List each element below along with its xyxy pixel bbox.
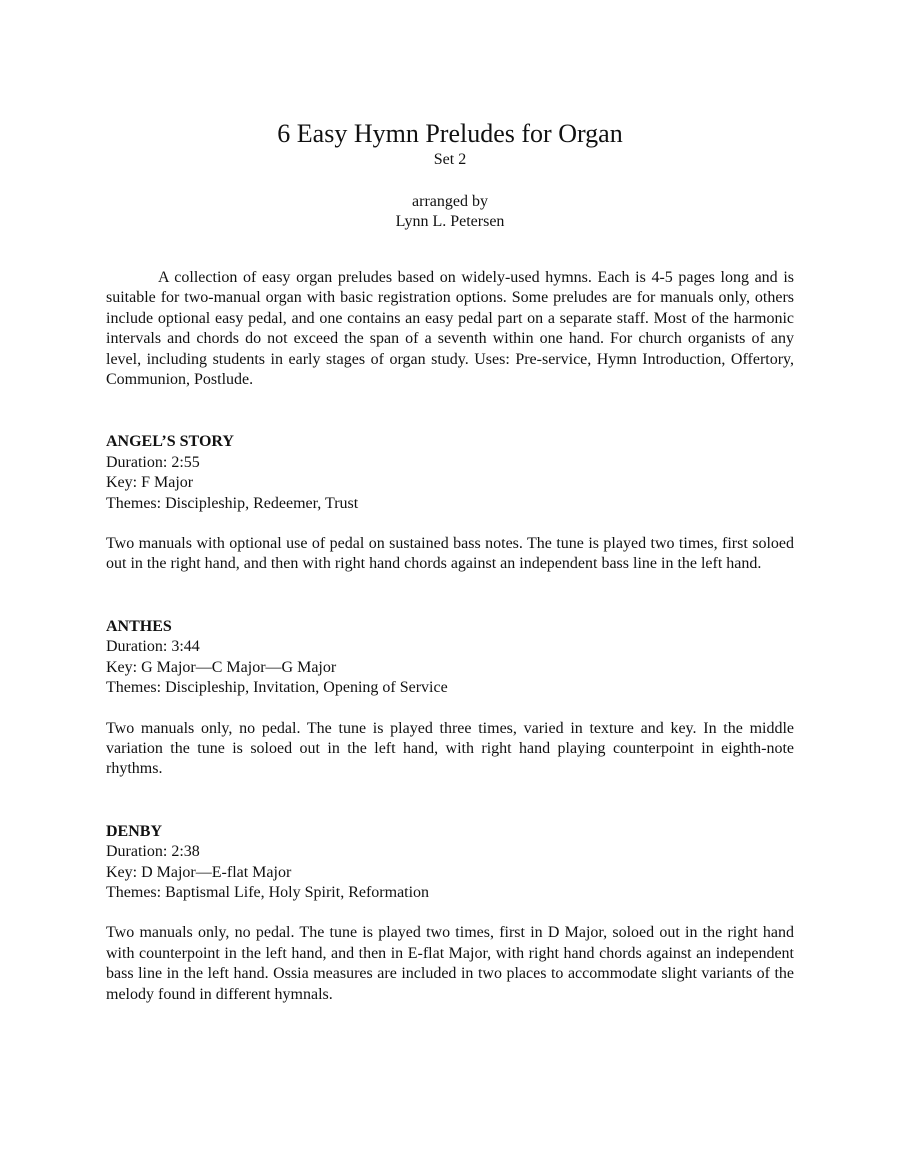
- piece-key: Key: G Major—C Major—G Major: [106, 658, 337, 676]
- piece-duration: Duration: 2:38: [106, 843, 200, 861]
- piece-description: Two manuals only, no pedal. The tune is played three times, varied in texture and key. In the middle variation the tune is soloed out in the left hand, with right hand playing counterpoint in eighth-note rhythms.: [106, 719, 794, 778]
- piece-denby: [106, 822, 794, 1005]
- piece-duration: Duration: 2:55: [106, 453, 200, 471]
- piece-duration: Duration: 3:44: [106, 638, 200, 656]
- piece-title: DENBY: [106, 822, 163, 840]
- piece-anthes: [106, 617, 794, 780]
- piece-themes: Themes: Baptismal Life, Holy Spirit, Reformation: [106, 883, 430, 901]
- document-title: 6 Easy Hymn Preludes for Organ: [277, 119, 623, 148]
- piece-key: Key: F Major: [106, 474, 194, 492]
- author-name: Lynn L. Petersen: [395, 213, 505, 230]
- piece-themes: Themes: Discipleship, Invitation, Opening of Service: [106, 679, 448, 697]
- piece-themes: Themes: Discipleship, Redeemer, Trust: [106, 494, 359, 512]
- piece-description: Two manuals only, no pedal. The tune is played two times, first in D Major, soloed out in the right hand with counterpoint in the left hand, and then in E-flat Major, with right hand chords against an independent bass line in the left hand. Ossia measures are included in two places to accommodate slight variants of the melody found in different hymnals.: [106, 924, 794, 1003]
- document-page: [106, 118, 794, 1005]
- piece-description: Two manuals with optional use of pedal on sustained bass notes. The tune is played two times, first soloed out in the right hand, and then with right hand chords against an independent bass line in the left hand.: [106, 535, 794, 573]
- piece-angels-story: [106, 432, 794, 574]
- piece-title: ANTHES: [106, 617, 172, 635]
- piece-key: Key: D Major—E-flat Major: [106, 863, 292, 881]
- piece-title: ANGEL’S STORY: [106, 433, 234, 451]
- intro-paragraph: A collection of easy organ preludes based on widely-used hymns. Each is 4-5 pages long and is suitable for two-manual organ with basic registration options. Some preludes are for manuals only, others include optional easy pedal, and one contains an easy pedal part on a separate staff. Most of the harmonic intervals and chords do not exceed the span of a seventh within one hand. For church organists of any level, including students in early stages of organ study. Uses: Pre-service, Hymn Introduction, Offertory, Communion, Postlude.: [106, 269, 794, 389]
- arranged-by-label: arranged by: [412, 193, 488, 210]
- document-subtitle: Set 2: [433, 151, 467, 168]
